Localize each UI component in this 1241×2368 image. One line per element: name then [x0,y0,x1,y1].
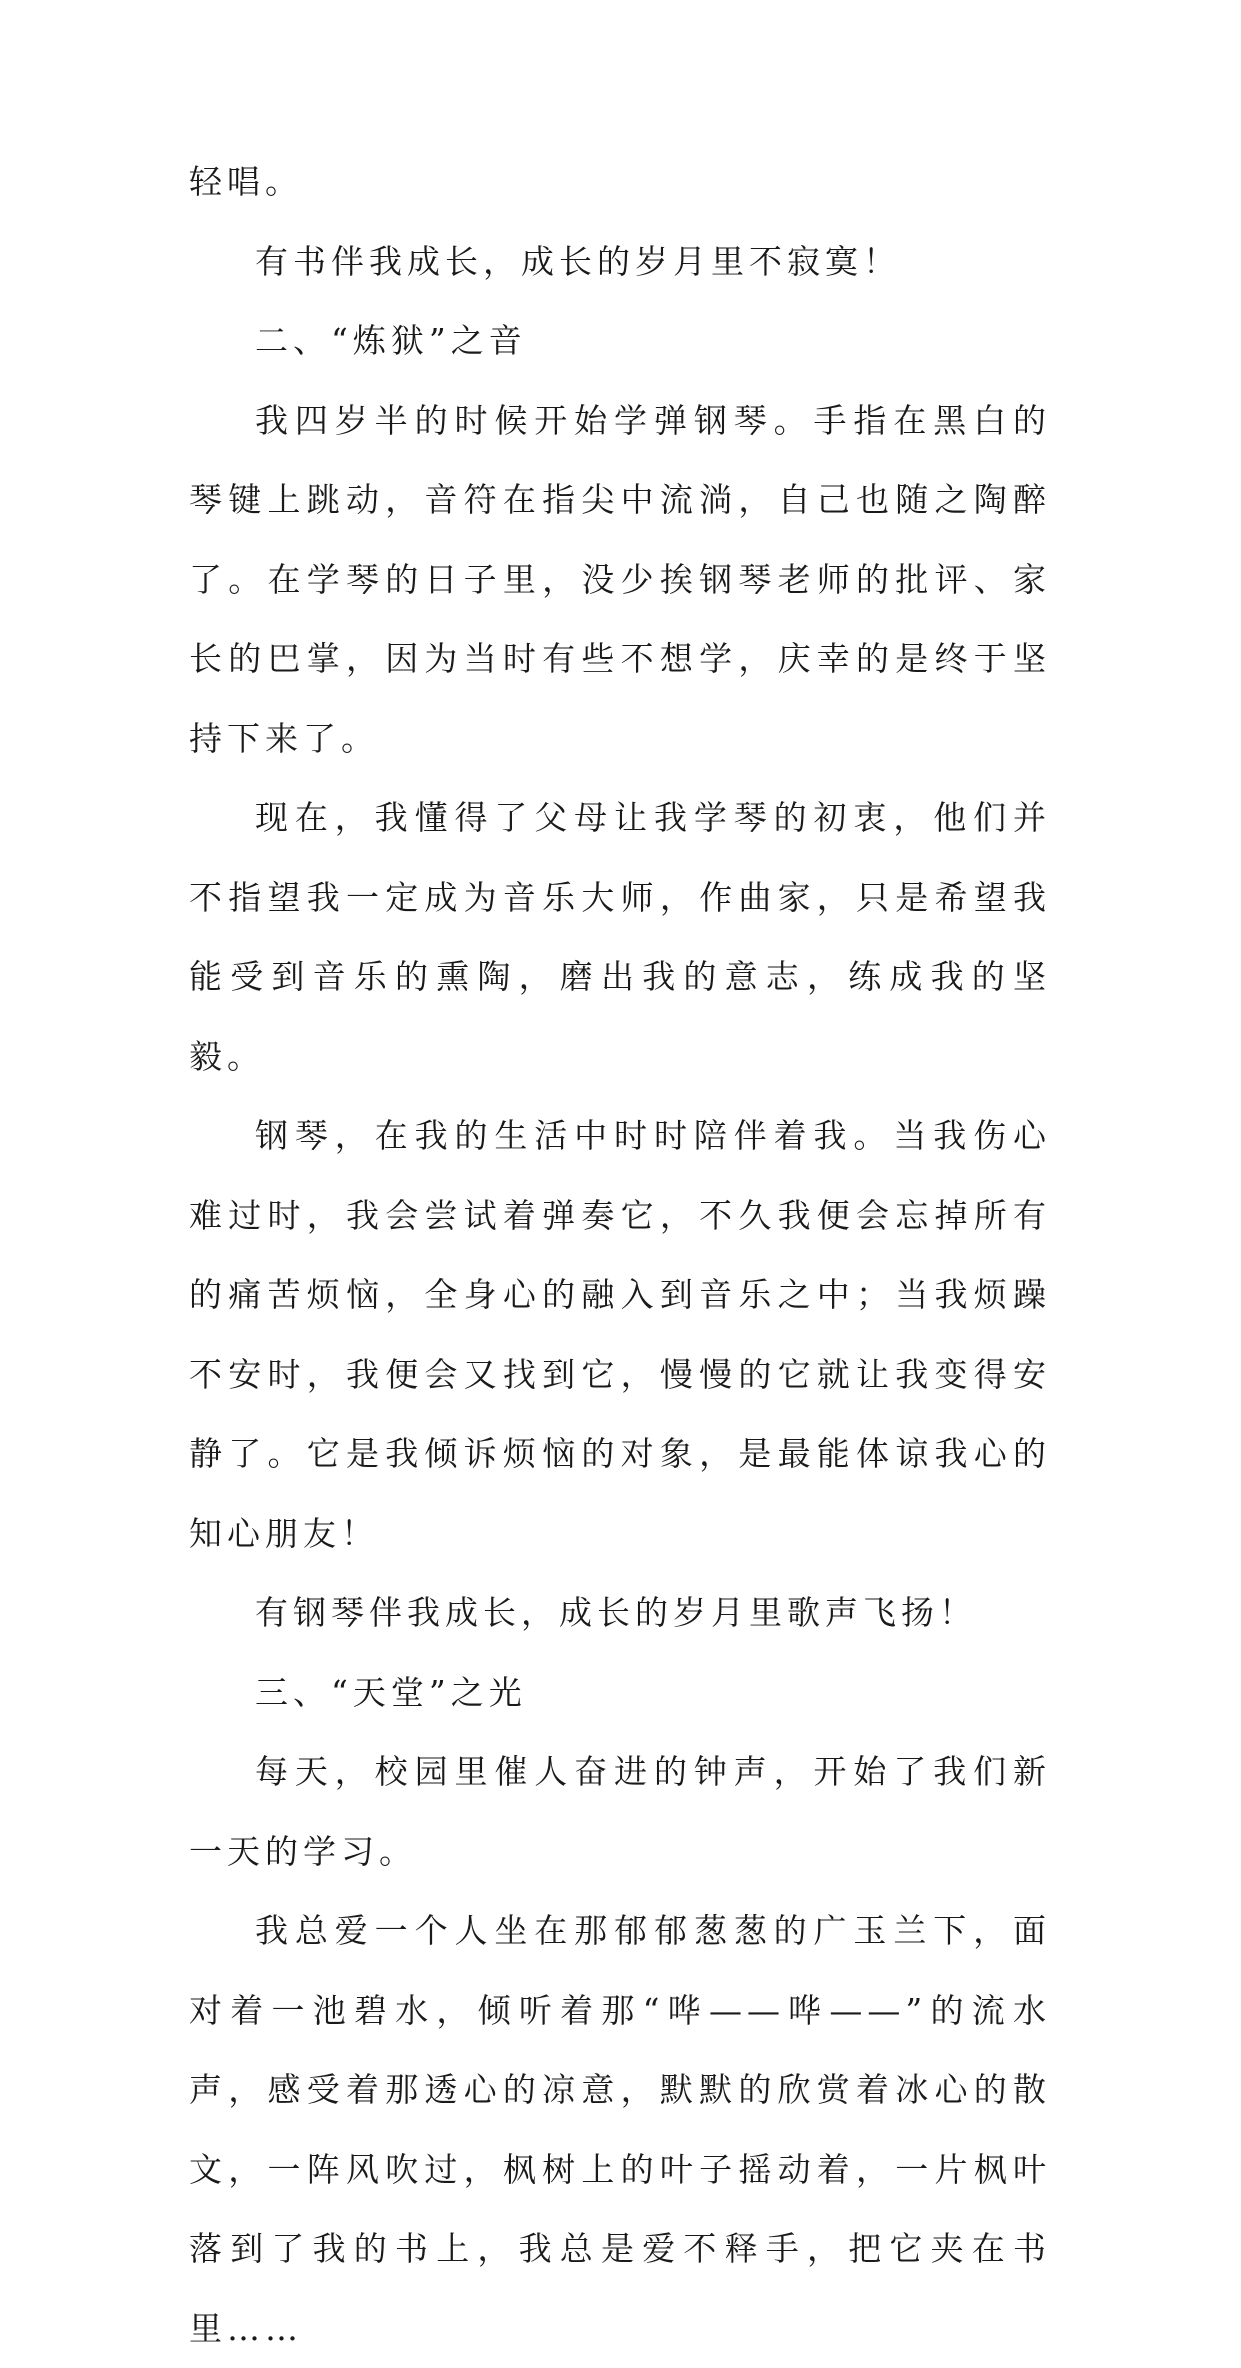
document-page [189,142,1051,2368]
section-heading-3: 三、“天堂”之光 [255,1672,527,1712]
paragraph-piano-conclusion: 有钢琴伴我成长，成长的岁月里歌声飞扬！ [255,1593,977,1632]
paragraph-magnolia: 我总爱一个人坐在那郁郁葱葱的广玉兰下，面对着一池碧水，倾听着那“哗——哗——”的流水声，感受着那透心的凉意，默默的欣赏着冰心的散文，一阵风吹过，枫树上的叶子摇动着，一片枫叶落到了我的书上，我总是爱不释手，把它夹在书里…… [189,1911,1051,2348]
paragraph-continuation: 轻唱。 [189,162,303,201]
paragraph-piano-companion: 钢琴，在我的生活中时时陪伴着我。当我伤心难过时，我会尝试着弹奏它，不久我便会忘掉所有的痛苦烦恼，全身心的融入到音乐之中；当我烦躁不安时，我便会又找到它，慢慢的它就让我变得安静了。它是我倾诉烦恼的对象，是最能体谅我心的知心朋友！ [189,1116,1051,1553]
paragraph-parents-intent: 现在，我懂得了父母让我学琴的初衷，他们并不指望我一定成为音乐大师，作曲家，只是希望我能受到音乐的熏陶，磨出我的意志，练成我的坚毅。 [189,798,1051,1076]
paragraph-piano-start: 我四岁半的时候开始学弹钢琴。手指在黑白的琴键上跳动，音符在指尖中流淌，自己也随之陶醉了。在学琴的日子里，没少挨钢琴老师的批评、家长的巴掌，因为当时有些不想学，庆幸的是终于坚持下来了。 [189,400,1051,758]
paragraph-book-conclusion: 有书伴我成长，成长的岁月里不寂寞！ [255,241,901,281]
section-heading-2: 二、“炼狱”之音 [255,321,527,360]
paragraph-school-bell: 每天，校园里催人奋进的钟声，开始了我们新一天的学习。 [189,1752,1051,1871]
